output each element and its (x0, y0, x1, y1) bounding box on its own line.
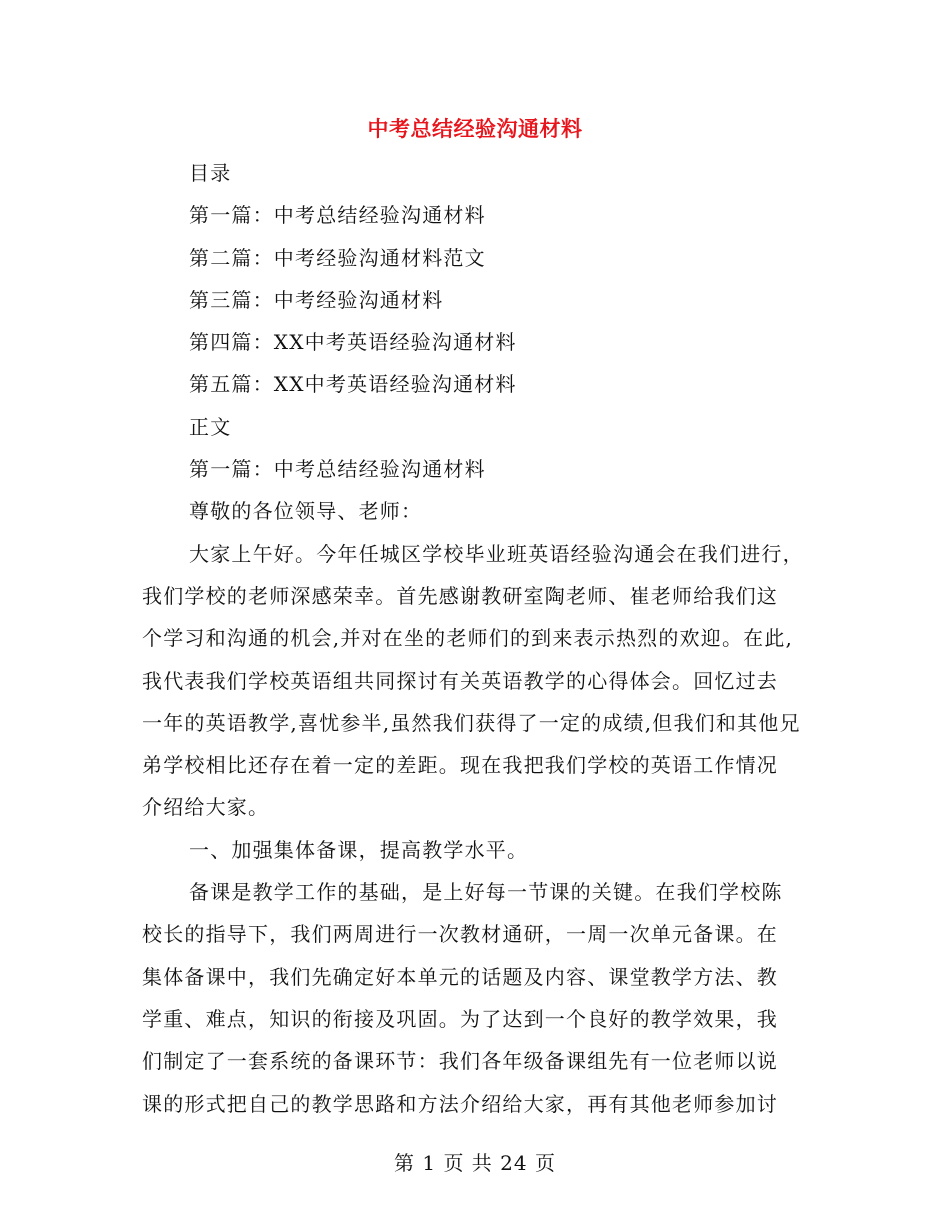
paragraph-line: 一年的英语教学,喜忧参半,虽然我们获得了一定的成绩,但我们和其他兄 (142, 710, 801, 735)
document-title: 中考总结经验沟通材料 (367, 117, 583, 141)
salutation: 尊敬的各位领导、老师： (189, 499, 423, 524)
paragraph-line: 们制定了一套系统的备课环节：我们各年级备课组先有一位老师以说 (142, 1049, 778, 1074)
section-heading: 第一篇：中考总结经验沟通材料 (189, 457, 486, 482)
paragraph-line: 弟学校相比还存在着一定的差距。现在我把我们学校的英语工作情况 (142, 753, 778, 778)
paragraph-line: 课的形式把自己的教学思路和方法介绍给大家，再有其他老师参加讨 (142, 1091, 778, 1116)
paragraph-line: 集体备课中，我们先确定好本单元的话题及内容、课堂教学方法、教 (142, 964, 778, 989)
subsection-heading: 一、加强集体备课，提高教学水平。 (189, 837, 529, 862)
paragraph-line: 学重、难点，知识的衔接及巩固。为了达到一个良好的教学效果，我 (142, 1006, 778, 1031)
document-body (142, 152, 810, 1125)
page-number: 第 1 页 共 24 页 (394, 1151, 556, 1175)
paragraph-line: 大家上午好。今年任城区学校毕业班英语经验沟通会在我们进行， (189, 541, 804, 566)
paragraph-line: 我们学校的老师深感荣幸。首先感谢教研室陶老师、崔老师给我们这 (142, 583, 778, 608)
toc-item-3: 第三篇：中考经验沟通材料 (189, 287, 444, 312)
toc-item-2: 第二篇：中考经验沟通材料范文 (189, 245, 486, 270)
paragraph-line: 校长的指导下，我们两周进行一次教材通研，一周一次单元备课。在 (142, 922, 778, 947)
paragraph-line: 备课是教学工作的基础，是上好每一节课的关键。在我们学校陈 (189, 880, 783, 905)
body-heading: 正文 (189, 414, 232, 439)
paragraph-line: 介绍给大家。 (142, 795, 270, 820)
toc-heading: 目录 (189, 161, 232, 185)
toc-item-5: 第五篇：XX中考英语经验沟通材料 (189, 372, 517, 397)
paragraph-line: 个学习和沟通的机会,并对在坐的老师们的到来表示热烈的欢迎。在此, (142, 626, 794, 651)
paragraph-line: 我代表我们学校英语组共同探讨有关英语教学的心得体会。回忆过去 (142, 668, 778, 693)
toc-item-4: 第四篇：XX中考英语经验沟通材料 (189, 330, 517, 355)
toc-item-1: 第一篇：中考总结经验沟通材料 (189, 203, 486, 228)
